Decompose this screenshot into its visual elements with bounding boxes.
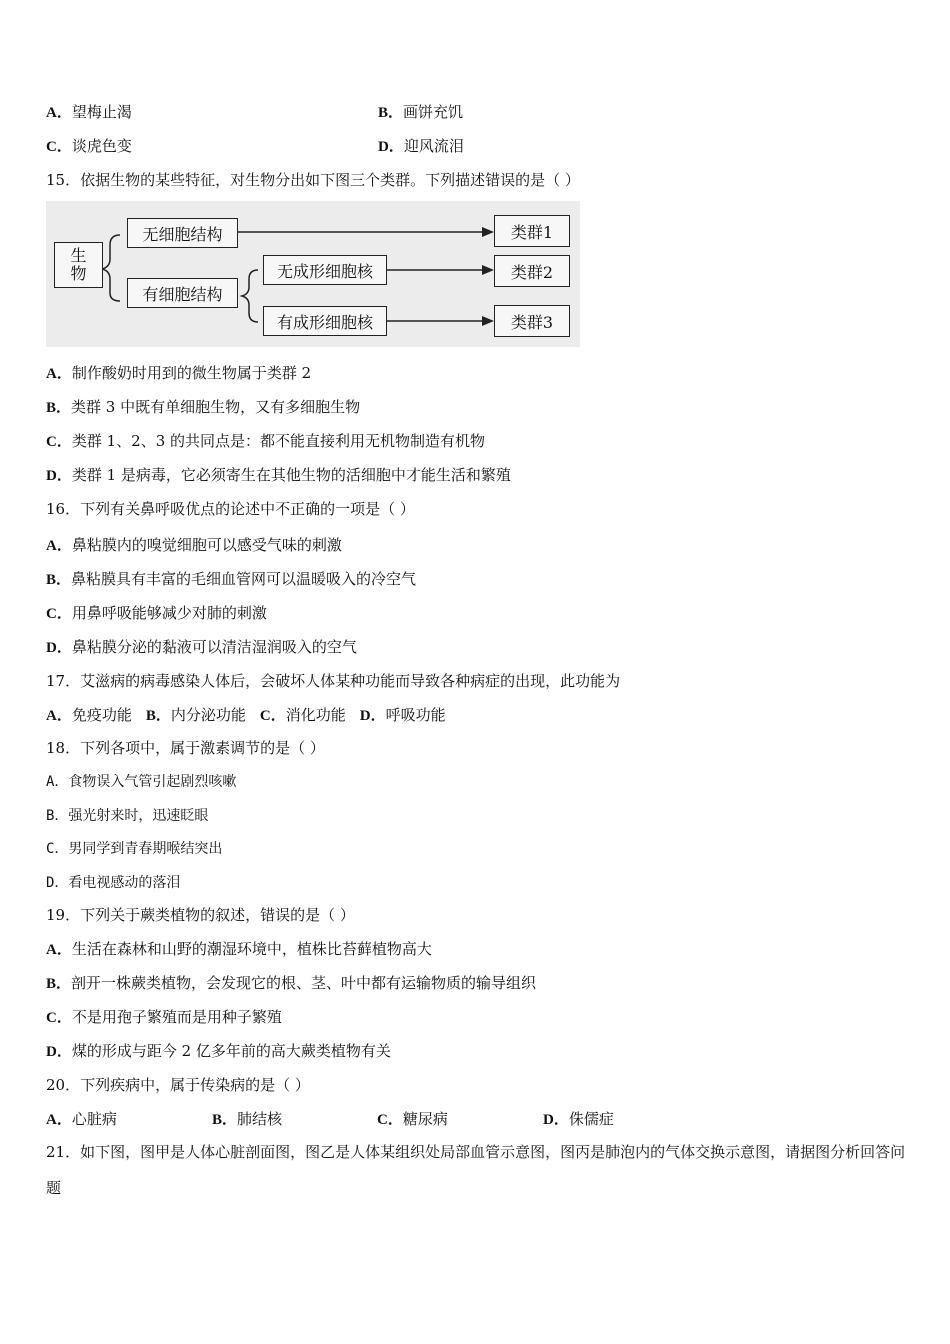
q19-option-d <box>46 1041 391 1062</box>
arrow-head-1 <box>482 227 494 237</box>
option-text: 类群 1、2、3 的共同点是：都不能直接利用无机物制造有机物 <box>71 432 486 450</box>
option-letter: C． <box>46 434 72 450</box>
option-text: 肺结核 <box>237 1110 283 1128</box>
q16-option-d <box>46 637 357 658</box>
option-letter: D． <box>46 640 72 656</box>
q21-stem: 21．如下图，图甲是人体心脏剖面图，图乙是人体某组织处局部血管示意图，图丙是肺泡内的气体交换示意图，请据图分析回答问题 <box>46 1143 906 1197</box>
root-label: 生物 <box>70 246 87 283</box>
q15-option-c <box>46 431 485 452</box>
option-text: 望梅止渴 <box>71 103 132 121</box>
root-box <box>54 242 103 288</box>
option-letter: A． <box>46 366 72 382</box>
q15-option-b <box>46 397 360 418</box>
q18-option-d: D．看电视感动的落泪 <box>46 875 181 891</box>
option-letter: C． <box>46 1010 72 1026</box>
option-text: 生活在森林和山野的潮湿环境中，植株比苔藓植物高大 <box>71 940 432 958</box>
q17-option-c <box>260 705 346 726</box>
q17-option-d <box>360 705 446 726</box>
option-text: 谈虎色变 <box>71 137 132 155</box>
q18-option-b: B．强光射来时，迅速眨眼 <box>46 808 209 824</box>
option-text: 消化功能 <box>285 706 346 724</box>
classification-diagram <box>46 201 580 347</box>
q15-option-a <box>46 363 311 384</box>
option-text: 鼻粘膜内的嗅觉细胞可以感受气味的刺激 <box>71 536 342 554</box>
q16-option-b <box>46 569 416 590</box>
option-text: 类群 1 是病毒，它必须寄生在其他生物的活细胞中才能生活和繁殖 <box>71 466 511 484</box>
option-letter: A． <box>46 708 72 724</box>
option-text: 不是用孢子繁殖而是用种子繁殖 <box>71 1008 282 1026</box>
q17-option-b <box>146 705 246 726</box>
root-brace <box>102 235 120 301</box>
option-text: 类群 3 中既有单细胞生物，又有多细胞生物 <box>71 398 361 416</box>
no-cell-box: 无细胞结构 <box>127 218 238 248</box>
option-letter: B． <box>46 572 72 588</box>
arrow-head-3 <box>482 316 494 326</box>
q18-stem: 18．下列各项中，属于激素调节的是（ ） <box>46 739 325 757</box>
q19-option-b <box>46 973 536 994</box>
arrow-head-2 <box>482 265 494 275</box>
q20-option-b <box>212 1109 282 1130</box>
option-text: 鼻粘膜分泌的黏液可以清洁湿润吸入的空气 <box>71 638 357 656</box>
q18-option-a: A．食物误入气管引起剧烈咳嗽 <box>46 774 237 790</box>
option-letter: C． <box>46 139 72 155</box>
q19-option-c <box>46 1007 282 1028</box>
option-letter: D． <box>359 708 386 724</box>
option-letter: B． <box>212 1112 238 1128</box>
option-text: 煤的形成与距今 2 亿多年前的高大蕨类植物有关 <box>71 1042 391 1060</box>
q20-option-c <box>377 1109 448 1130</box>
q17-stem: 17．艾滋病的病毒感染人体后，会破坏人体某种功能而导致各种病症的出现，此功能为 <box>46 672 621 690</box>
q14-option-d <box>378 136 464 157</box>
group1-box: 类群1 <box>494 215 570 247</box>
option-text: 剖开一株蕨类植物，会发现它的根、茎、叶中都有运输物质的输导组织 <box>71 974 537 992</box>
option-text: 糖尿病 <box>402 1110 448 1128</box>
option-text: 内分泌功能 <box>170 706 246 724</box>
option-letter: C． <box>377 1112 403 1128</box>
q14-option-b <box>378 102 463 123</box>
option-text: 鼻粘膜具有丰富的毛细血管网可以温暖吸入的冷空气 <box>71 570 417 588</box>
has-nucleus-box: 有成形细胞核 <box>263 306 387 336</box>
no-nucleus-box: 无成形细胞核 <box>263 255 387 285</box>
q16-option-c <box>46 603 267 624</box>
option-letter: D． <box>46 1044 72 1060</box>
q15-stem: 15．依据生物的某些特征，对生物分出如下图三个类群。下列描述错误的是（ ） <box>46 171 580 189</box>
q18-option-c: C．男同学到青春期喉结突出 <box>46 841 223 857</box>
option-letter: C． <box>46 606 72 622</box>
q17-options <box>46 705 460 726</box>
q17-option-a <box>46 705 132 726</box>
option-letter: D． <box>543 1112 569 1128</box>
option-letter: B． <box>46 976 72 992</box>
option-letter: C． <box>259 708 286 724</box>
option-text: 用鼻呼吸能够减少对肺的刺激 <box>71 604 267 622</box>
q14-option-c <box>46 136 132 157</box>
option-text: 迎风流泪 <box>403 137 464 155</box>
q16-option-a <box>46 535 342 556</box>
q14-option-a <box>46 102 132 123</box>
option-letter: D． <box>378 139 404 155</box>
q15-option-d <box>46 465 511 486</box>
q20-option-d <box>543 1109 614 1130</box>
option-text: 侏儒症 <box>568 1110 614 1128</box>
has-cell-box: 有细胞结构 <box>127 278 238 308</box>
option-text: 画饼充饥 <box>403 103 464 121</box>
option-text: 免疫功能 <box>71 706 132 724</box>
group2-box: 类群2 <box>494 255 570 287</box>
q20-stem: 20．下列疾病中，属于传染病的是（ ） <box>46 1076 310 1094</box>
option-text: 心脏病 <box>71 1110 117 1128</box>
q20-option-a <box>46 1109 117 1130</box>
option-letter: D． <box>46 468 72 484</box>
q19-stem: 19．下列关于蕨类植物的叙述，错误的是（ ） <box>46 906 355 924</box>
option-text: 呼吸功能 <box>385 706 446 724</box>
option-text: 制作酸奶时用到的微生物属于类群 2 <box>71 364 312 382</box>
q16-stem: 16．下列有关鼻呼吸优点的论述中不正确的一项是（ ） <box>46 500 415 518</box>
option-letter: A． <box>46 105 72 121</box>
option-letter: A． <box>46 538 72 554</box>
option-letter: B． <box>378 105 404 121</box>
option-letter: B． <box>46 400 72 416</box>
option-letter: A． <box>46 942 72 958</box>
option-letter: B． <box>145 708 171 724</box>
group3-box: 类群3 <box>494 305 570 337</box>
q19-option-a <box>46 939 432 960</box>
option-letter: A． <box>46 1112 72 1128</box>
cell-brace <box>242 270 258 322</box>
